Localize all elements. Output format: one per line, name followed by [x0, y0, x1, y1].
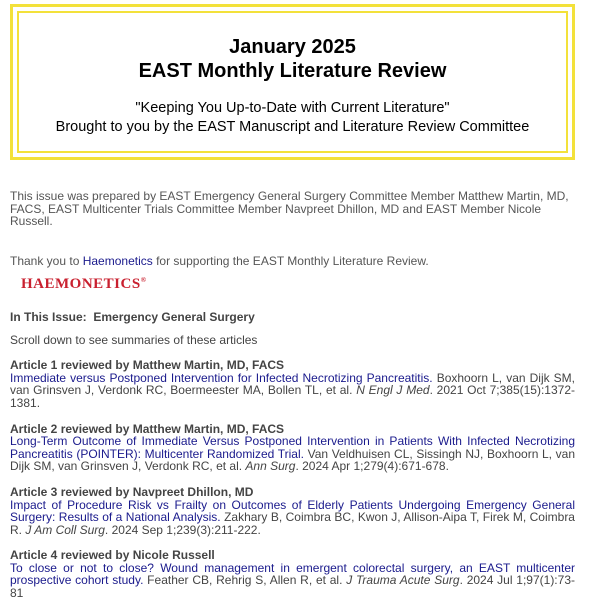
article-heading: Article 1 reviewed by Matthew Martin, MD, FACS: [10, 358, 285, 373]
article-journal: J Trauma Acute Surg: [346, 573, 460, 588]
article-heading: Article 2 reviewed by Matthew Martin, MD, FACS: [10, 421, 285, 436]
article-citation-details: . 2021 Oct 7;385(15):1372-1381.: [10, 383, 575, 410]
article-journal: N Engl J Med: [356, 383, 430, 398]
thanks-prefix: Thank you to: [10, 253, 83, 268]
haemonetics-link[interactable]: Haemonetics: [82, 253, 153, 268]
article-journal: J Am Coll Surg: [25, 522, 105, 537]
article-3: [10, 486, 575, 536]
in-this-issue: [10, 311, 575, 324]
article-authors: Boxhoorn L, van Dijk SM, van Grinsven J, Verdonk RC, Boermeester MA, Bollen TL, et al.: [10, 370, 575, 398]
article-authors: Zakhary B, Coimbra BC, Kwon J, Allison-Aipa T, Firek M, Coimbra R.: [10, 510, 575, 537]
committee-credit: Brought to you by the EAST Manuscript and Literature Review Committee: [55, 119, 530, 135]
article-heading: Article 3 reviewed by Navpreet Dhillon, MD: [10, 484, 254, 499]
registered-mark: ®: [140, 276, 147, 285]
newsletter-title: EAST Monthly Literature Review: [138, 60, 447, 82]
header-banner-inner: [17, 11, 568, 153]
article-title-link[interactable]: Long-Term Outcome of Immediate Versus Postponed Intervention in Patients With Infected Necrotizing Pancreatitis (POINTER): Multicenter Randomized Trial.: [10, 434, 575, 461]
article-citation: [10, 372, 575, 410]
article-2: [10, 423, 575, 473]
article-1: [10, 359, 575, 409]
issue-topic: Emergency General Surgery: [93, 309, 255, 324]
issue-month: January 2025: [229, 36, 356, 58]
article-4: [10, 549, 575, 599]
article-citation-details: . 2024 Jul 1;97(1):73-81: [10, 573, 575, 600]
article-citation: [10, 499, 575, 537]
header-banner: [10, 4, 575, 160]
article-citation-details: . 2024 Sep 1;239(3):211-222.: [104, 522, 261, 537]
article-citation: [10, 435, 575, 473]
article-heading: Article 4 reviewed by Nicole Russell: [10, 548, 215, 563]
main-content: [10, 190, 575, 600]
prepared-by-text: This issue was prepared by EAST Emergency General Surgery Committee Member Matthew Martin, MD, FACS, EAST Multicenter Trials Committee Member Navpreet Dhillon, MD and EAST Member Nicole Russell.: [10, 189, 569, 229]
article-authors: Van Veldhuisen CL, Sissingh NJ, Boxhoorn L, van Dijk SM, van Grinsven J, Verdonk RC, et al.: [10, 446, 575, 474]
newsletter-tagline: "Keeping You Up-to-Date with Current Literature": [135, 100, 450, 116]
article-citation-details: . 2024 Apr 1;279(4):671-678.: [295, 459, 449, 474]
article-title-link[interactable]: Immediate versus Postponed Intervention for Infected Necrotizing Pancreatitis.: [10, 370, 433, 385]
article-title-link[interactable]: Impact of Procedure Risk vs Frailty on Outcomes of Elderly Patients Undergoing Emergency General Surgery: Results of a National Analysis.: [10, 497, 575, 525]
article-journal: Ann Surg: [245, 459, 296, 474]
thanks-suffix: for supporting the EAST Monthly Literature Review.: [152, 253, 429, 268]
scroll-note: Scroll down to see summaries of these articles: [10, 332, 258, 347]
article-citation: [10, 562, 575, 600]
sponsor-logo-row: [10, 267, 575, 291]
haemonetics-logo-text: HAEMONETICS: [21, 276, 141, 293]
article-title-link[interactable]: To close or not to close? Wound management in emergent colorectal surgery, an EAST multicenter prospective cohort study.: [10, 560, 575, 588]
sponsor-thanks: [10, 255, 575, 268]
article-authors: Feather CB, Rehrig S, Allen R, et al.: [143, 573, 347, 588]
haemonetics-logo[interactable]: [21, 274, 146, 291]
in-this-issue-label: In This Issue:: [10, 309, 87, 324]
